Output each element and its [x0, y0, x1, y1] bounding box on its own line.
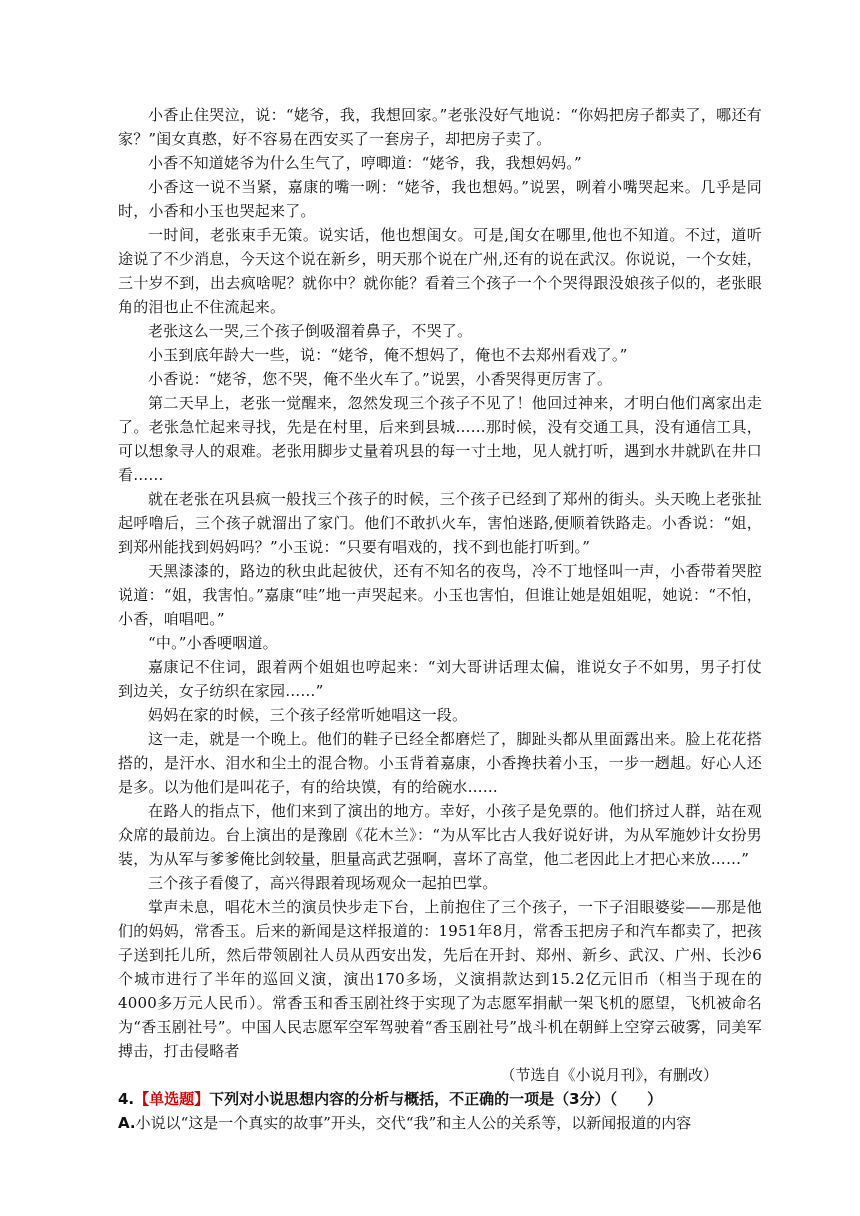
- story-paragraph: 天黑漆漆的，路边的秋虫此起彼伏，还有不知名的夜鸟，冷不丁地怪叫一声，小香带着哭腔说道：“姐，我害怕。”嘉康“哇”地一声哭起来。小玉也害怕，但谁让她是姐姐呢，她说：“不怕，小香，咱唱吧。”: [118, 562, 762, 628]
- story-paragraph: 小香这一说不当紧，嘉康的嘴一咧：“姥爷，我也想妈。”说罢，咧着小嘴哭起来。几乎是同时，小香和小玉也哭起来了。: [118, 178, 762, 220]
- story-paragraph: 第二天早上，老张一觉醒来，忽然发现三个孩子不见了！他回过神来，才明白他们离家出走了。老张急忙起来寻找，先是在村里，后来到县城……那时候，没有交通工具，没有通信工具，可以想象寻人的艰难。老张用脚步丈量着巩县的每一寸土地，见人就打听，遇到水井就趴在井口看……: [118, 394, 762, 484]
- story-paragraph: 妈妈在家的时候，三个孩子经常听她唱这一段。: [148, 706, 468, 724]
- option-letter: A.: [118, 1114, 136, 1132]
- story-paragraph: “中。”小香哽咽道。: [148, 634, 278, 652]
- source-citation: （节选自《小说月刊》，有删改）: [500, 1066, 718, 1084]
- story-paragraph: 掌声未息，唱花木兰的演员快步走下台，上前抱住了三个孩子，一下子泪眼婆娑——那是他们的妈妈，常香玉。后来的新闻是这样报道的：1951年8月，常香玉把房子和汽车都卖了，把孩子送到托儿所，然后带领剧社人员从西安出发，先后在开封、郑州、新乡、武汉、广州、长沙6个城市进行了半年的巡回义演，演出170多场，义演捐款达到15.2亿元旧币（相当于现在的4000多万元人民币）。常香玉和香玉剧社终于实现了为志愿军捐献一架飞机的愿望，飞机被命名为“香玉剧社号”。中国人民志愿军空军驾驶着“香玉剧社号”战斗机在朝鲜上空穿云破雾，同美军搏击，打击侵略者: [118, 898, 762, 1060]
- option-text: 小说以“这是一个真实的故事”开头，交代“我”和主人公的关系等，以新闻报道的内容: [135, 1114, 692, 1132]
- story-paragraph: 小香不知道姥爷为什么生气了，哼唧道：“姥爷，我，我想妈妈。”: [148, 154, 582, 172]
- answer-option-a[interactable]: [118, 1111, 762, 1135]
- question-text: 下列对小说思想内容的分析与概括，不正确的一项是（3分）（ ）: [209, 1090, 663, 1108]
- question-number: 4.: [118, 1090, 135, 1108]
- story-paragraph: 就在老张在巩县疯一般找三个孩子的时候，三个孩子已经到了郑州的街头。头天晚上老张扯起呼噜后，三个孩子就溜出了家门。他们不敢扒火车，害怕迷路,便顺着铁路走。小香说：“姐，到郑州能找到妈妈吗？”小玉说：“只要有唱戏的，找不到也能打听到。”: [118, 490, 762, 556]
- story-paragraph: 小香止住哭泣，说：“姥爷，我，我想回家。”老张没好气地说：“你妈把房子都卖了，哪还有家？”闺女真憨，好不容易在西安买了一套房子，却把房子卖了。: [118, 106, 762, 148]
- story-paragraph: 老张这么一哭,三个孩子倒吸溜着鼻子，不哭了。: [148, 322, 473, 340]
- story-paragraph: 一时间，老张束手无策。说实话，他也想闺女。可是,闺女在哪里,他也不知道。不过，道听途说了不少消息，今天这个说在新乡，明天那个说在广州,还有的说在武汉。你说说，一个女娃，三十岁不到，出去疯啥呢？就你中？就你能？看着三个孩子一个个哭得跟没娘孩子似的，老张眼角的泪也止不住流起来。: [118, 226, 762, 316]
- question-heading: [118, 1087, 762, 1111]
- question-type-tag: 【单选题】: [134, 1090, 210, 1108]
- story-paragraph: 三个孩子看傻了，高兴得跟着现场观众一起拍巴掌。: [148, 874, 498, 892]
- story-paragraph: 小玉到底年龄大一些，说：“姥爷，俺不想妈了，俺也不去郑州看戏了。”: [148, 346, 628, 364]
- story-paragraph: 这一走，就是一个晚上。他们的鞋子已经全都磨烂了，脚趾头都从里面露出来。脸上花花搭搭的，是汗水、泪水和尘土的混合物。小玉背着嘉康，小香搀扶着小玉，一步一趔趄。好心人还是多。以为他们是叫花子，有的给块馍，有的给碗水……: [118, 730, 762, 796]
- story-body: [118, 103, 762, 1063]
- story-paragraph: 在路人的指点下，他们来到了演出的地方。幸好，小孩子是免票的。他们挤过人群，站在观众席的最前边。台上演出的是豫剧《花木兰》：“为从军比古人我好说好讲，为从军施妙计女扮男装，为从军与爹爹俺比剑较量，胆量高武艺强啊，喜坏了高堂，他二老因此上才把心来放……”: [118, 802, 762, 868]
- story-paragraph: 小香说：“姥爷，您不哭，俺不坐火车了。”说罢，小香哭得更厉害了。: [148, 370, 613, 388]
- story-paragraph: 嘉康记不住词，跟着两个姐姐也哼起来：“刘大哥讲话理太偏，谁说女子不如男，男子打仗到边关，女子纺织在家园……”: [118, 658, 762, 700]
